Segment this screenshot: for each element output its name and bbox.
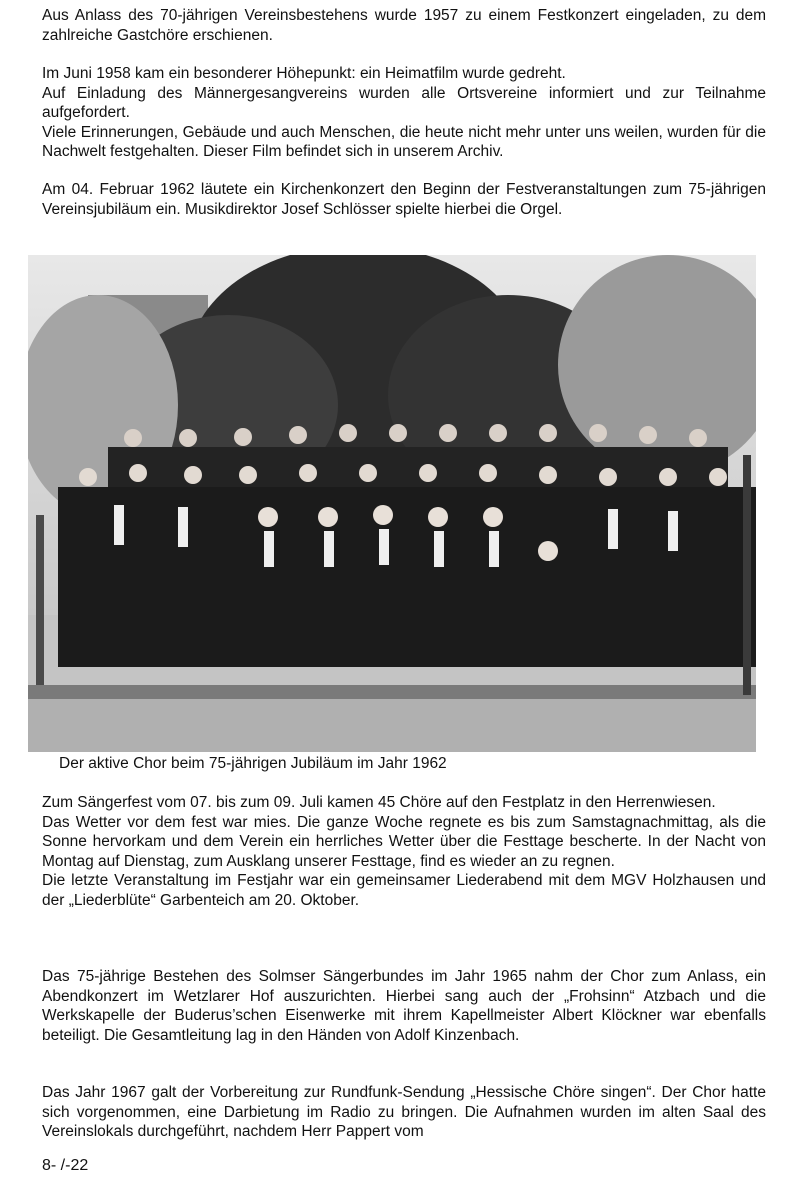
paragraph-text: Viele Erinnerungen, Gebäude und auch Menschen, die heute nicht mehr unter uns weilen, wurden für die Nachwelt festgehalten. Dieser Film befindet sich in unserem Archiv. (42, 123, 766, 160)
paragraph-rundfunk-1967 (42, 1083, 766, 1142)
paragraph-saengerfest (42, 793, 766, 910)
paragraph-text: Das 75-jährige Bestehen des Solmser Sängerbundes im Jahr 1965 nahm der Chor zum Anlass, ein Abendkonzert im Wetzlarer Hof auszurichten. Hierbei sang auch der „Frohsinn“ Atzbach und die Werkskapelle der Buderus’schen Eisenwerke mit ihrem Kapellmeister Albert Klöckner war ebenfalls beteiligt. Die Gesamtleitung lag in den Händen von Adolf Kinzenbach. (42, 968, 766, 1044)
paragraph-kirchenkonzert-1962 (42, 180, 766, 219)
photo-caption: Der aktive Chor beim 75-jährigen Jubiläum im Jahr 1962 (59, 755, 447, 772)
page-number: 8- /-22 (42, 1157, 89, 1174)
paragraph-text: Aus Anlass des 70-jährigen Vereinsbestehens wurde 1957 zu einem Festkonzert eingeladen, zu dem zahlreiche Gastchöre erschienen. (42, 7, 766, 44)
paragraph-text: Zum Sängerfest vom 07. bis zum 09. Juli kamen 45 Chöre auf den Festplatz in den Herrenwiesen. (42, 794, 716, 811)
paragraph-festkonzert-1957 (42, 6, 766, 45)
paragraph-text: Die letzte Veranstaltung im Festjahr war ein gemeinsamer Liederabend mit dem MGV Holzhausen und der „Liederblüte“ Garbenteich am 20. Oktober. (42, 872, 766, 909)
paragraph-text: Im Juni 1958 kam ein besonderer Höhepunkt: ein Heimatfilm wurde gedreht. (42, 65, 566, 82)
paragraph-solmser-saengerbund (42, 967, 766, 1045)
paragraph-text: Auf Einladung des Männergesangvereins wurden alle Ortsvereine informiert und zur Teilnahme aufgefordert. (42, 84, 766, 121)
paragraph-text: Am 04. Februar 1962 läutete ein Kirchenkonzert den Beginn der Festveranstaltungen zum 75-jährigen Vereinsjubiläum ein. Musikdirektor Josef Schlösser spielte hierbei die Orgel. (42, 181, 766, 218)
choir-group-photo (28, 255, 756, 752)
paragraph-text: Das Wetter vor dem fest war mies. Die ganze Woche regnete es bis zum Samstagnachmittag, als die Sonne hervorkam und dem Verein ein herrliches Wetter über die Festtage bescherte. In der Nacht von Montag auf Dienstag, zum Ausklang unserer Festtage, find es wieder an zu regnen. (42, 813, 766, 870)
paragraph-heimatfilm-1958 (42, 64, 766, 162)
paragraph-text: Das Jahr 1967 galt der Vorbereitung zur Rundfunk-Sendung „Hessische Chöre singen“. Der Chor hatte sich vorgenommen, eine Darbietung im Radio zu bringen. Die Aufnahmen wurden im alten Saal des Vereinslokals durchgeführt, nachdem Herr Pappert vom (42, 1084, 766, 1140)
